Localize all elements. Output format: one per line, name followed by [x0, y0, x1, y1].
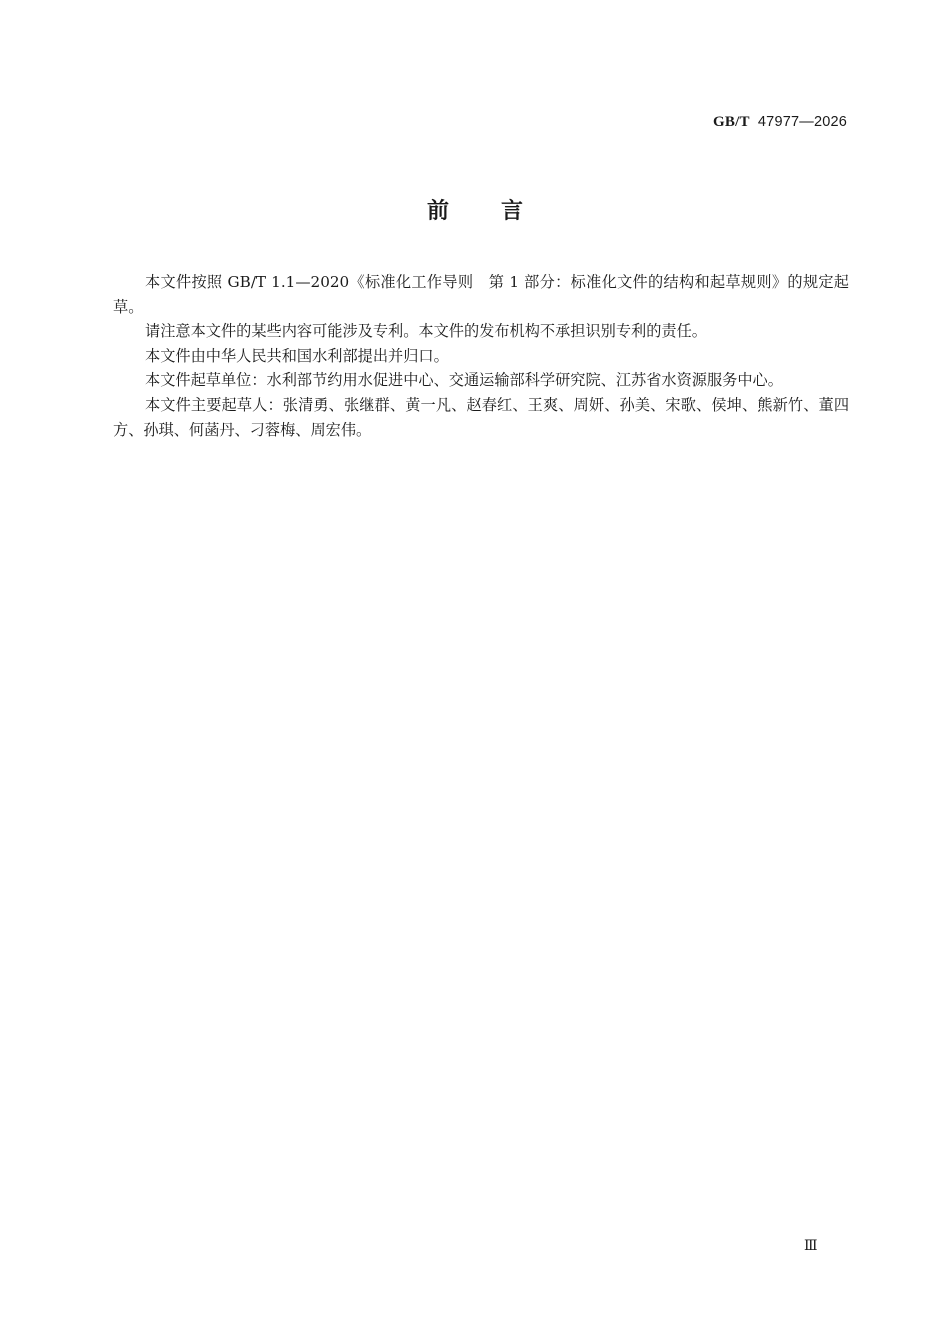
paragraph-patent-notice: 请注意本文件的某些内容可能涉及专利。本文件的发布机构不承担识别专利的责任。	[145, 322, 707, 341]
paragraph-drafting-basis: 本文件按照 GB/T 1.1—2020《标准化工作导则 第 1 部分：标准化文件的结构和起草规则》的规定起草。	[113, 273, 849, 316]
foreword-body	[113, 270, 849, 442]
paragraph-drafting-units: 本文件起草单位：水利部节约用水促进中心、交通运输部科学研究院、江苏省水资源服务中心。	[145, 371, 783, 390]
page-number: Ⅲ	[803, 1239, 818, 1254]
paragraph-proposer: 本文件由中华人民共和国水利部提出并归口。	[145, 346, 449, 365]
standard-number	[713, 114, 847, 131]
standard-number-value: 47977—2026	[757, 114, 847, 130]
paragraph-drafters: 本文件主要起草人：张清勇、张继群、黄一凡、赵春红、王爽、周妍、孙美、宋歌、侯坤、熊新竹、董四方、孙琪、何菡丹、刁蓉梅、周宏伟。	[113, 395, 849, 439]
section-title-part2: 言	[501, 198, 524, 224]
section-title	[0, 194, 950, 225]
section-title-part1: 前	[426, 198, 449, 224]
standard-code: GB/T	[713, 114, 750, 130]
